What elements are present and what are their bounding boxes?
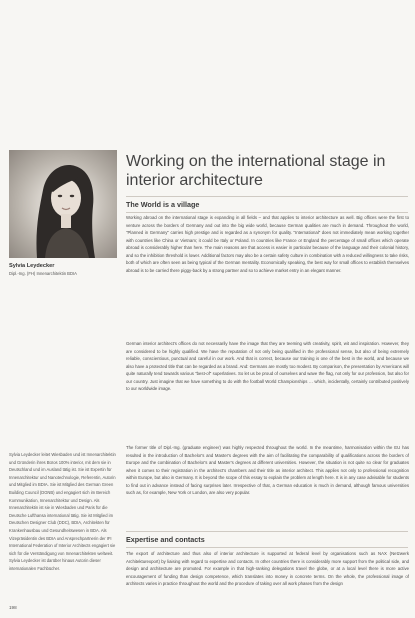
page-number: 198 <box>9 605 17 610</box>
author-name: Sylvia Leydecker <box>9 263 55 269</box>
section-divider <box>126 196 408 197</box>
section-divider <box>126 547 408 548</box>
author-credit: Dipl.-Ing. (FH) Innenarchitektin BDIA <box>9 271 77 276</box>
paragraph: The former title of Dipl.-Ing. (graduate engineer) was highly respected throughout the world. In the meantime, harmonisation within the EU has resulted in the introduction of Bachelor's and Master's degrees with the aim of facilitating the comparability of qualifications across the borders of Europe and the combination of Bachelor's and Master's degrees at different universities. However, the situation is not quite so clear for graduates when it comes to their registration in the architect's chambers and their title as interior architect. This applies not only to professional recognition within Europe, but also in Germany. It is beyond the scope of this essay to explain the problem at length here. It is in any case advisable for students to find out in advance instead of facing surprises later. Irrespective of that, a German education is much in demand, although famous universities such as, for example, New York or London, are also very popular. <box>126 445 409 496</box>
section-divider <box>126 212 408 213</box>
portrait-illustration <box>9 150 117 258</box>
section-divider <box>126 531 408 532</box>
section-heading: Expertise and contacts <box>126 535 205 544</box>
section-heading: The World is a village <box>126 200 200 209</box>
author-bio: Sylvia Leydecker leitet Wiesbaden und ist Innenarchitektin und Gründerin ihres Büros 100% interior, mit dem sie in Deutschland und im Ausland tätig ist. Sie ist Expertin für Innenarchitektur und Nanotechnologie, Referentin, Autorin und Mitglied im BDIA. Sie ist Mitglied des German Green Building Council (DGNB) und engagiert sich im Bereich Kommunikation, Innenarchitektur und Design. Als Innenarchitektin ist sie in Wiesbaden und Paris für die Deutsche Lufthansa international tätig. Sie ist Mitglied im Deutschen Designer Club (DDC), BDIA, Architekten für Krankenhausbau und Gesundheitswesen in BDA. Als Vizepräsidentin des BDIA und Ansprechpartnerin der IFI International Federation of Interior Architects engagiert sie sich für die Verständigung von Innenarchitekten weltweit. Sylvia Leydecker ist darüber hinaus Autorin dieser internationalen Fachbücher. <box>9 452 116 571</box>
paragraph: German interior architect's offices do not necessarily have the image that they are teeming with creativity, spirit, wit and inspiration. However, they are considered to be highly qualified. We have the reputation of not only being qualified in the professional sense, but also of being extremely reliable, conscientious, punctual and careful in our work. And that is correct, because our training is one of the best in the world, and because we also have a protected title that can be regarded as a brand. And: Germans are mostly too modest. By comparison, the presentation by Americans will quite naturally tend towards various "best-of" superlatives. So let us be proud of ourselves and wave the flag, not only for our profession, but also for our country. Just imagine that we have something to do with the football World Championships … which, incidentally, certainly contributed positively to our worldwide image. <box>126 341 409 392</box>
paragraph: Working abroad on the international stage is expanding in all fields – and that applies to interior architecture as well. Big offices were the first to venture across the borders of Germany and out into the big wide world, because German qualities are much in demand. Throughout the world, "Planned in Germany" carries high prestige and is regarded as a synonym for quality. "International" does not immediately mean working together with countries like China or Vietnam; it could be Italy or Poland. In countries like France or England the percentage of small offices which operate abroad is considerably higher than here. The main reasons are that access is easier in particular because of the language and their colonial history, and so the inhibition threshold is lower. Additional factors may also be a certain safety culture in combination with a reduced willingness to take risks, both of which are often seen as being typical of the German mentality. Economically speaking, the best way for small offices to establish themselves abroad is to be carried there piggy-back by a strong partner and so to achieve market entry in an elegant manner. <box>126 215 409 273</box>
author-portrait <box>9 150 117 258</box>
paragraph: The export of architecture and thus also of interior architecture is supported at federal level by organisations such as NAX (Netzwerk Architekturexport) by liaising with regard to expertise and contacts. In other countries there is considerably more support from the political side, and design and architecture are promoted. For example in that high-ranking delegations travel the globe, or at a local level there is more active encouragement of funding than design competence, which translates into money in concrete terms. On the whole, the professional image of architects varies in practice throughout the world and the procedure of taking over all work phases from the design <box>126 551 409 587</box>
article-title: Working on the international stage in interior architecture <box>126 153 386 189</box>
